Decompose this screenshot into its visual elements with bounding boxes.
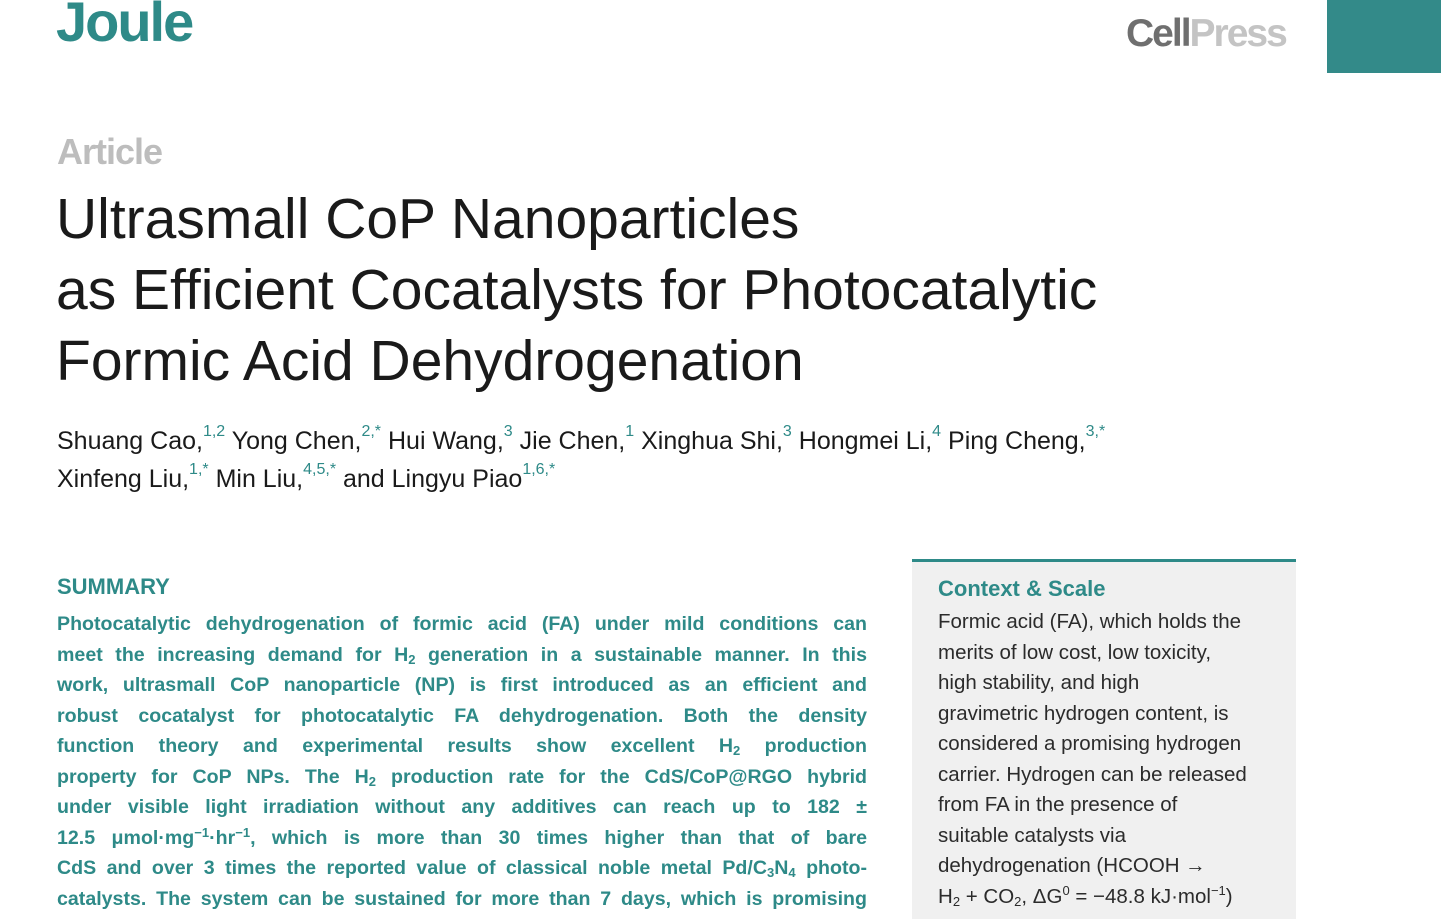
journal-logo[interactable]: Joule [56, 0, 193, 53]
author-affiliation[interactable]: 3,* [1085, 423, 1106, 440]
author[interactable] [641, 423, 792, 455]
author[interactable] [519, 423, 635, 455]
context-line: from FA in the presence of [938, 793, 1178, 816]
summary-line: under visible light irradiation without any additives can reach up to 182 ± [57, 796, 867, 818]
context-line: suitable catalysts via [938, 823, 1127, 847]
author-affiliation[interactable]: 3 [503, 423, 513, 440]
summary-heading: SUMMARY [57, 574, 170, 599]
context-line: gravimetric hydrogen content, is [938, 701, 1229, 725]
summary-line: function theory and experimental results show excellent $H_2$ production [57, 735, 867, 758]
context-line: considered a promising hydrogen [938, 732, 1242, 755]
summary-line: CdS and over 3 times the reported value of classical noble metal $Pd/C_3N_4$ photo- [57, 857, 867, 880]
author[interactable] [57, 423, 226, 455]
author-name: and Lingyu Piao [343, 465, 523, 493]
article-type-label: Article [57, 131, 163, 172]
summary-line: robust cocatalyst for photocatalytic FA dehydrogenation. Both the density [57, 704, 867, 727]
title-line-1: Ultrasmall CoP Nanoparticles [56, 187, 800, 251]
context-line: Formic acid (FA), which holds the [938, 610, 1242, 633]
author[interactable] [343, 461, 556, 493]
context-line: high stability, and high [938, 671, 1140, 694]
author-name: Min Liu, [215, 465, 304, 493]
context-line: carrier. Hydrogen can be released [938, 762, 1247, 786]
author[interactable] [57, 461, 209, 493]
author-affiliation[interactable]: 4,5,* [303, 461, 337, 478]
author[interactable] [387, 423, 513, 455]
summary-line: 12.5 $\mu mol\cdot mg^{-1}\cdot hr^{-1}$, which is more than 30 times higher than that of bare [57, 824, 867, 849]
author-name: Xinghua Shi, [641, 427, 783, 455]
summary-line: property for CoP NPs. The $H_2$ production rate for the CdS/CoP@RGO hybrid [57, 765, 867, 789]
summary-paragraph [57, 609, 867, 914]
context-line: merits of low cost, low toxicity, [938, 640, 1212, 664]
publisher-logo-press: Press [1189, 12, 1286, 55]
author-affiliation[interactable]: 4 [932, 423, 942, 440]
author-affiliation[interactable]: 1,* [189, 461, 209, 478]
author-name: Xinfeng Liu, [57, 465, 190, 493]
title-line-2: as Efficient Cocatalysts for Photocatalytic [56, 258, 1098, 322]
summary-line: meet the increasing demand for $H_2$ generation in a sustainable manner. In this [57, 643, 867, 667]
author-name: Shuang Cao, [57, 427, 203, 455]
author-affiliation[interactable]: 1 [625, 423, 635, 440]
author-name: Hongmei Li, [798, 427, 933, 455]
title-line-3: Formic Acid Dehydrogenation [56, 329, 804, 393]
publisher-logo[interactable] [1126, 14, 1286, 53]
corner-accent-block [1327, 0, 1441, 73]
author-affiliation[interactable]: 1,2 [202, 423, 226, 440]
author-affiliation[interactable]: 2,* [361, 423, 382, 440]
publisher-logo-cell: Cell [1126, 12, 1190, 55]
author[interactable] [798, 423, 942, 455]
context-line: dehydrogenation (HCOOH → [938, 854, 1206, 877]
context-scale-heading: Context & Scale [938, 576, 1106, 601]
context-scale-text [938, 607, 1288, 912]
summary-line: catalysts. The system can be sustained for more than 7 days, which is promising [57, 887, 867, 910]
context-line: $H_2 + CO_2$, $\Delta G^0 = -48.8$ kJ·mol$^{-1}$) [938, 882, 1233, 909]
article-title [56, 184, 1256, 397]
author-affiliation[interactable]: 3 [782, 423, 792, 440]
author-name: Hui Wang, [387, 427, 504, 455]
summary-line: Photocatalytic dehydrogenation of formic acid (FA) under mild conditions can [57, 613, 867, 635]
author[interactable] [231, 423, 382, 455]
author[interactable] [948, 423, 1106, 455]
author-affiliation[interactable]: 1,6,* [522, 461, 556, 478]
author-name: Ping Cheng, [948, 427, 1086, 455]
author[interactable] [215, 461, 337, 493]
summary-line: work, ultrasmall CoP nanoparticle (NP) is first introduced as an efficient and [57, 674, 867, 696]
author-name: Jie Chen, [519, 427, 626, 455]
author-name: Yong Chen, [231, 427, 362, 455]
author-list [57, 422, 1297, 498]
